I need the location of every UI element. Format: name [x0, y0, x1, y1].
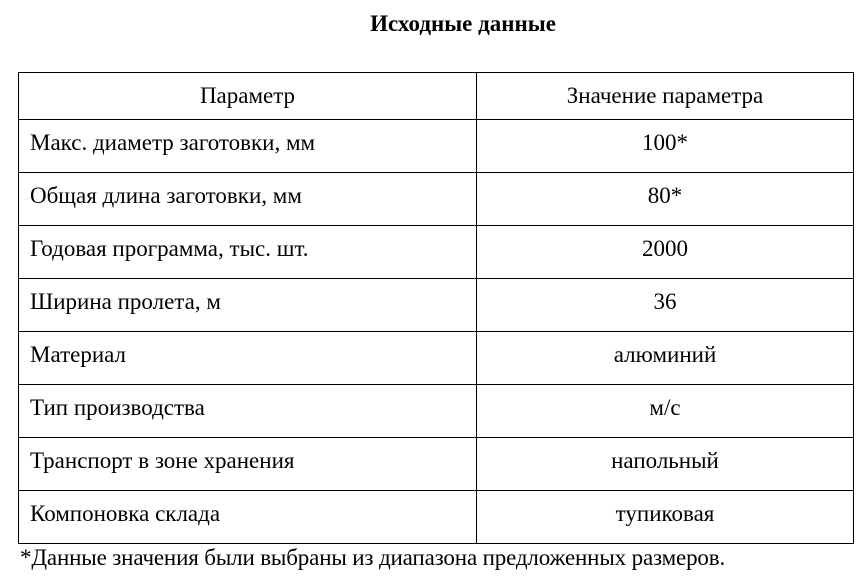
parameter-cell: Общая длина заготовки, мм: [19, 173, 477, 226]
value-cell: м/с: [477, 385, 854, 438]
table-row: [19, 279, 854, 332]
value-cell: 36: [477, 279, 854, 332]
parameter-cell: Материал: [19, 332, 477, 385]
value-cell: 100*: [477, 120, 854, 173]
column-header-value: Значение параметра: [477, 73, 854, 120]
table-row: [19, 491, 854, 544]
table-row: [19, 173, 854, 226]
value-cell: напольный: [477, 438, 854, 491]
parameter-cell: Компоновка склада: [19, 491, 477, 544]
value-cell: 80*: [477, 173, 854, 226]
table-row: [19, 120, 854, 173]
table-row: [19, 332, 854, 385]
footnote: *Данные значения были выбраны из диапазона предложенных размеров.: [20, 545, 726, 570]
parameter-cell: Тип производства: [19, 385, 477, 438]
document-title: Исходные данные: [370, 11, 556, 36]
column-header-parameter: Параметр: [19, 73, 477, 120]
value-cell: алюминий: [477, 332, 854, 385]
parameter-cell: Годовая программа, тыс. шт.: [19, 226, 477, 279]
table-header-row: [19, 73, 854, 120]
value-cell: тупиковая: [477, 491, 854, 544]
parameter-cell: Макс. диаметр заготовки, мм: [19, 120, 477, 173]
parameters-table: [18, 72, 854, 544]
table-row: [19, 385, 854, 438]
table-row: [19, 438, 854, 491]
value-cell: 2000: [477, 226, 854, 279]
parameter-cell: Транспорт в зоне хранения: [19, 438, 477, 491]
parameter-cell: Ширина пролета, м: [19, 279, 477, 332]
table-row: [19, 226, 854, 279]
